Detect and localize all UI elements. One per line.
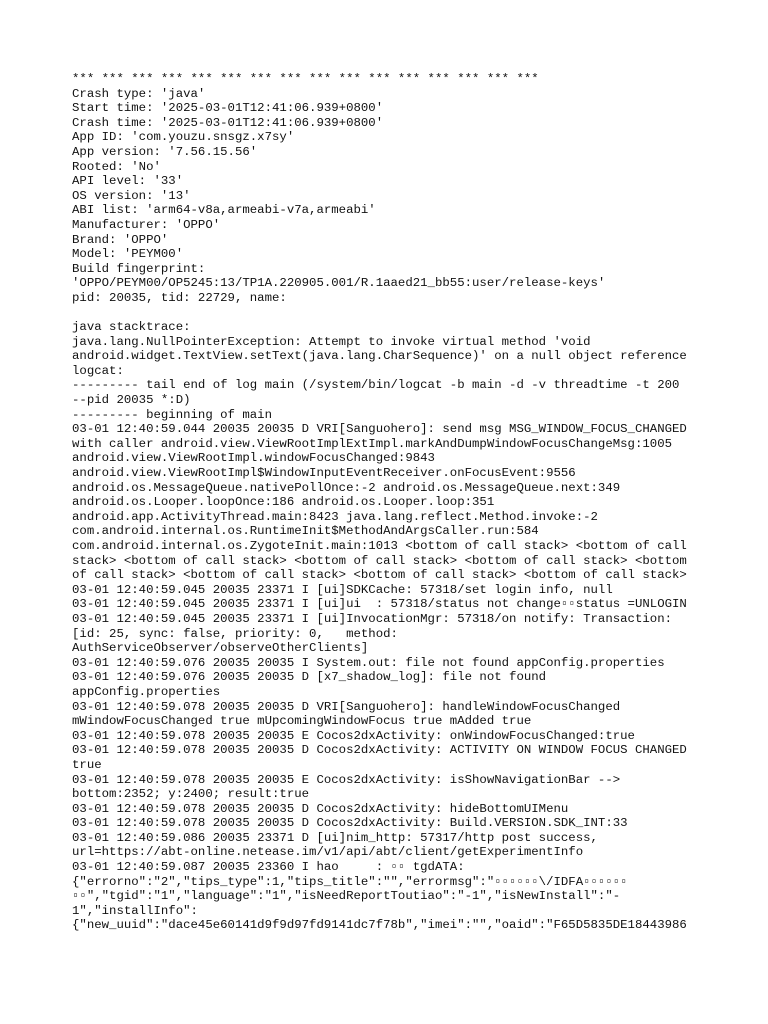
log-line: bottom:2352; y:2400; result:true — [72, 787, 310, 802]
log-line: App ID: 'com.youzu.snsgz.x7sy' — [72, 130, 295, 145]
log-line: 03-01 12:40:59.087 20035 23360 I hao : ▫▫ tgdATA: — [72, 860, 465, 875]
log-line: 03-01 12:40:59.045 20035 23371 I [ui]ui : 57318/status not change▫▫status =UNLOGIN — [72, 597, 687, 612]
log-line: App version: '7.56.15.56' — [72, 144, 258, 159]
log-line: 1","installInfo": — [72, 903, 198, 918]
log-line: 03-01 12:40:59.078 20035 20035 E Cocos2dxActivity: isShowNavigationBar --> — [72, 772, 621, 787]
log-line: java stacktrace: — [72, 320, 191, 335]
log-line: Crash time: '2025-03-01T12:41:06.939+0800' — [72, 115, 384, 130]
log-line: android.app.ActivityThread.main:8423 java.lang.reflect.Method.invoke:-2 — [72, 509, 598, 524]
log-line: android.widget.TextView.setText(java.lang.CharSequence)' on a null object reference — [72, 349, 687, 364]
log-line: ABI list: 'arm64-v8a,armeabi-v7a,armeabi' — [72, 203, 376, 218]
log-line: [id: 25, sync: false, priority: 0, method: — [72, 626, 398, 641]
log-line: --pid 20035 *:D) — [72, 393, 191, 408]
log-line: 03-01 12:40:59.078 20035 20035 E Cocos2dxActivity: onWindowFocusChanged:true — [72, 728, 635, 743]
log-line: stack> <bottom of call stack> <bottom of call stack> <bottom of call stack> <bottom — [72, 553, 687, 568]
log-line — [72, 306, 712, 321]
log-line: Crash type: 'java' — [72, 86, 206, 101]
log-line: 03-01 12:40:59.078 20035 20035 D Cocos2dxActivity: Build.VERSION.SDK_INT:33 — [72, 816, 628, 831]
log-line: 03-01 12:40:59.076 20035 20035 I System.out: file not found appConfig.properties — [72, 655, 665, 670]
log-line: Build fingerprint: — [72, 261, 206, 276]
log-line: with caller android.view.ViewRootImplExtImpl.markAndDumpWindowFocusChangeMsg:1005 — [72, 436, 673, 451]
log-line: of call stack> <bottom of call stack> <bottom of call stack> <bottom of call stack> — [72, 568, 687, 583]
log-line: appConfig.properties — [72, 684, 221, 699]
log-line: com.android.internal.os.RuntimeInit$MethodAndArgsCaller.run:584 — [72, 524, 539, 539]
log-line: java.lang.NullPointerException: Attempt to invoke virtual method 'void — [72, 334, 591, 349]
log-line: OS version: '13' — [72, 188, 191, 203]
log-line: com.android.internal.os.ZygoteInit.main:1013 <bottom of call stack> <bottom of call — [72, 539, 687, 553]
log-line: android.os.Looper.loopOnce:186 android.os.Looper.loop:351 — [72, 495, 495, 510]
log-line: Manufacturer: 'OPPO' — [72, 217, 221, 232]
log-line: mWindowFocusChanged true mUpcomingWindowFocus true mAdded true — [72, 714, 532, 729]
log-line: *** *** *** *** *** *** *** *** *** *** *** *** *** *** *** *** — [72, 72, 539, 86]
log-line: {"new_uuid":"dace45e60141d9f9d97fd9141dc7f78b","imei":"","oaid":"F65D5835DE18443986 — [72, 918, 687, 933]
log-line: --------- tail end of log main (/system/bin/logcat -b main -d -v threadtime -t 200 — [72, 378, 680, 393]
log-line: android.os.MessageQueue.nativePollOnce:-2 android.os.MessageQueue.next:349 — [72, 480, 621, 495]
log-line: 03-01 12:40:59.078 20035 20035 D Cocos2dxActivity: hideBottomUIMenu — [72, 801, 569, 816]
log-line: 03-01 12:40:59.078 20035 20035 D Cocos2dxActivity: ACTIVITY ON WINDOW FOCUS CHANGED — [72, 743, 687, 758]
log-line: 03-01 12:40:59.045 20035 23371 I [ui]InvocationMgr: 57318/on notify: Transaction: — [72, 611, 673, 626]
log-line: Start time: '2025-03-01T12:41:06.939+0800' — [72, 101, 384, 116]
log-line: --------- beginning of main — [72, 407, 273, 422]
crash-log-text — [72, 72, 712, 933]
log-line: API level: '33' — [72, 174, 184, 189]
log-line: AuthServiceObserver/observeOtherClients] — [72, 641, 369, 656]
log-line: 03-01 12:40:59.078 20035 20035 D VRI[Sanguohero]: handleWindowFocusChanged — [72, 699, 621, 714]
log-line: 03-01 12:40:59.076 20035 20035 D [x7_shadow_log]: file not found — [72, 670, 547, 685]
log-line: Rooted: 'No' — [72, 159, 161, 174]
log-line: true — [72, 757, 102, 772]
log-line: url=https://abt-online.netease.im/v1/api/abt/client/getExperimentInfo — [72, 845, 584, 860]
log-line: {"errorno":"2","tips_type":1,"tips_title":"","errormsg":"▫▫▫▫▫▫\/IDFA▫▫▫▫▫▫ — [72, 874, 628, 889]
log-line: logcat: — [72, 363, 124, 378]
log-line: android.view.ViewRootImpl.windowFocusChanged:9843 — [72, 451, 435, 466]
log-line: android.view.ViewRootImpl$WindowInputEventReceiver.onFocusEvent:9556 — [72, 466, 576, 481]
log-line: 03-01 12:40:59.045 20035 23371 I [ui]SDKCache: 57318/set login info, null — [72, 582, 613, 597]
log-line: pid: 20035, tid: 22729, name: — [72, 290, 287, 305]
log-line: ▫▫","tgid":"1","language":"1","isNeedReportToutiao":"-1","isNewInstall":"- — [72, 889, 621, 904]
log-line: 03-01 12:40:59.044 20035 20035 D VRI[Sanguohero]: send msg MSG_WINDOW_FOCUS_CHANGED — [72, 422, 687, 437]
log-line: Brand: 'OPPO' — [72, 232, 169, 247]
log-line: Model: 'PEYM00' — [72, 247, 184, 262]
log-line: 03-01 12:40:59.086 20035 23371 D [ui]nim_http: 57317/http post success, — [72, 830, 598, 845]
log-line: 'OPPO/PEYM00/OP5245:13/TP1A.220905.001/R.1aaed21_bb55:user/release-keys' — [72, 276, 606, 291]
